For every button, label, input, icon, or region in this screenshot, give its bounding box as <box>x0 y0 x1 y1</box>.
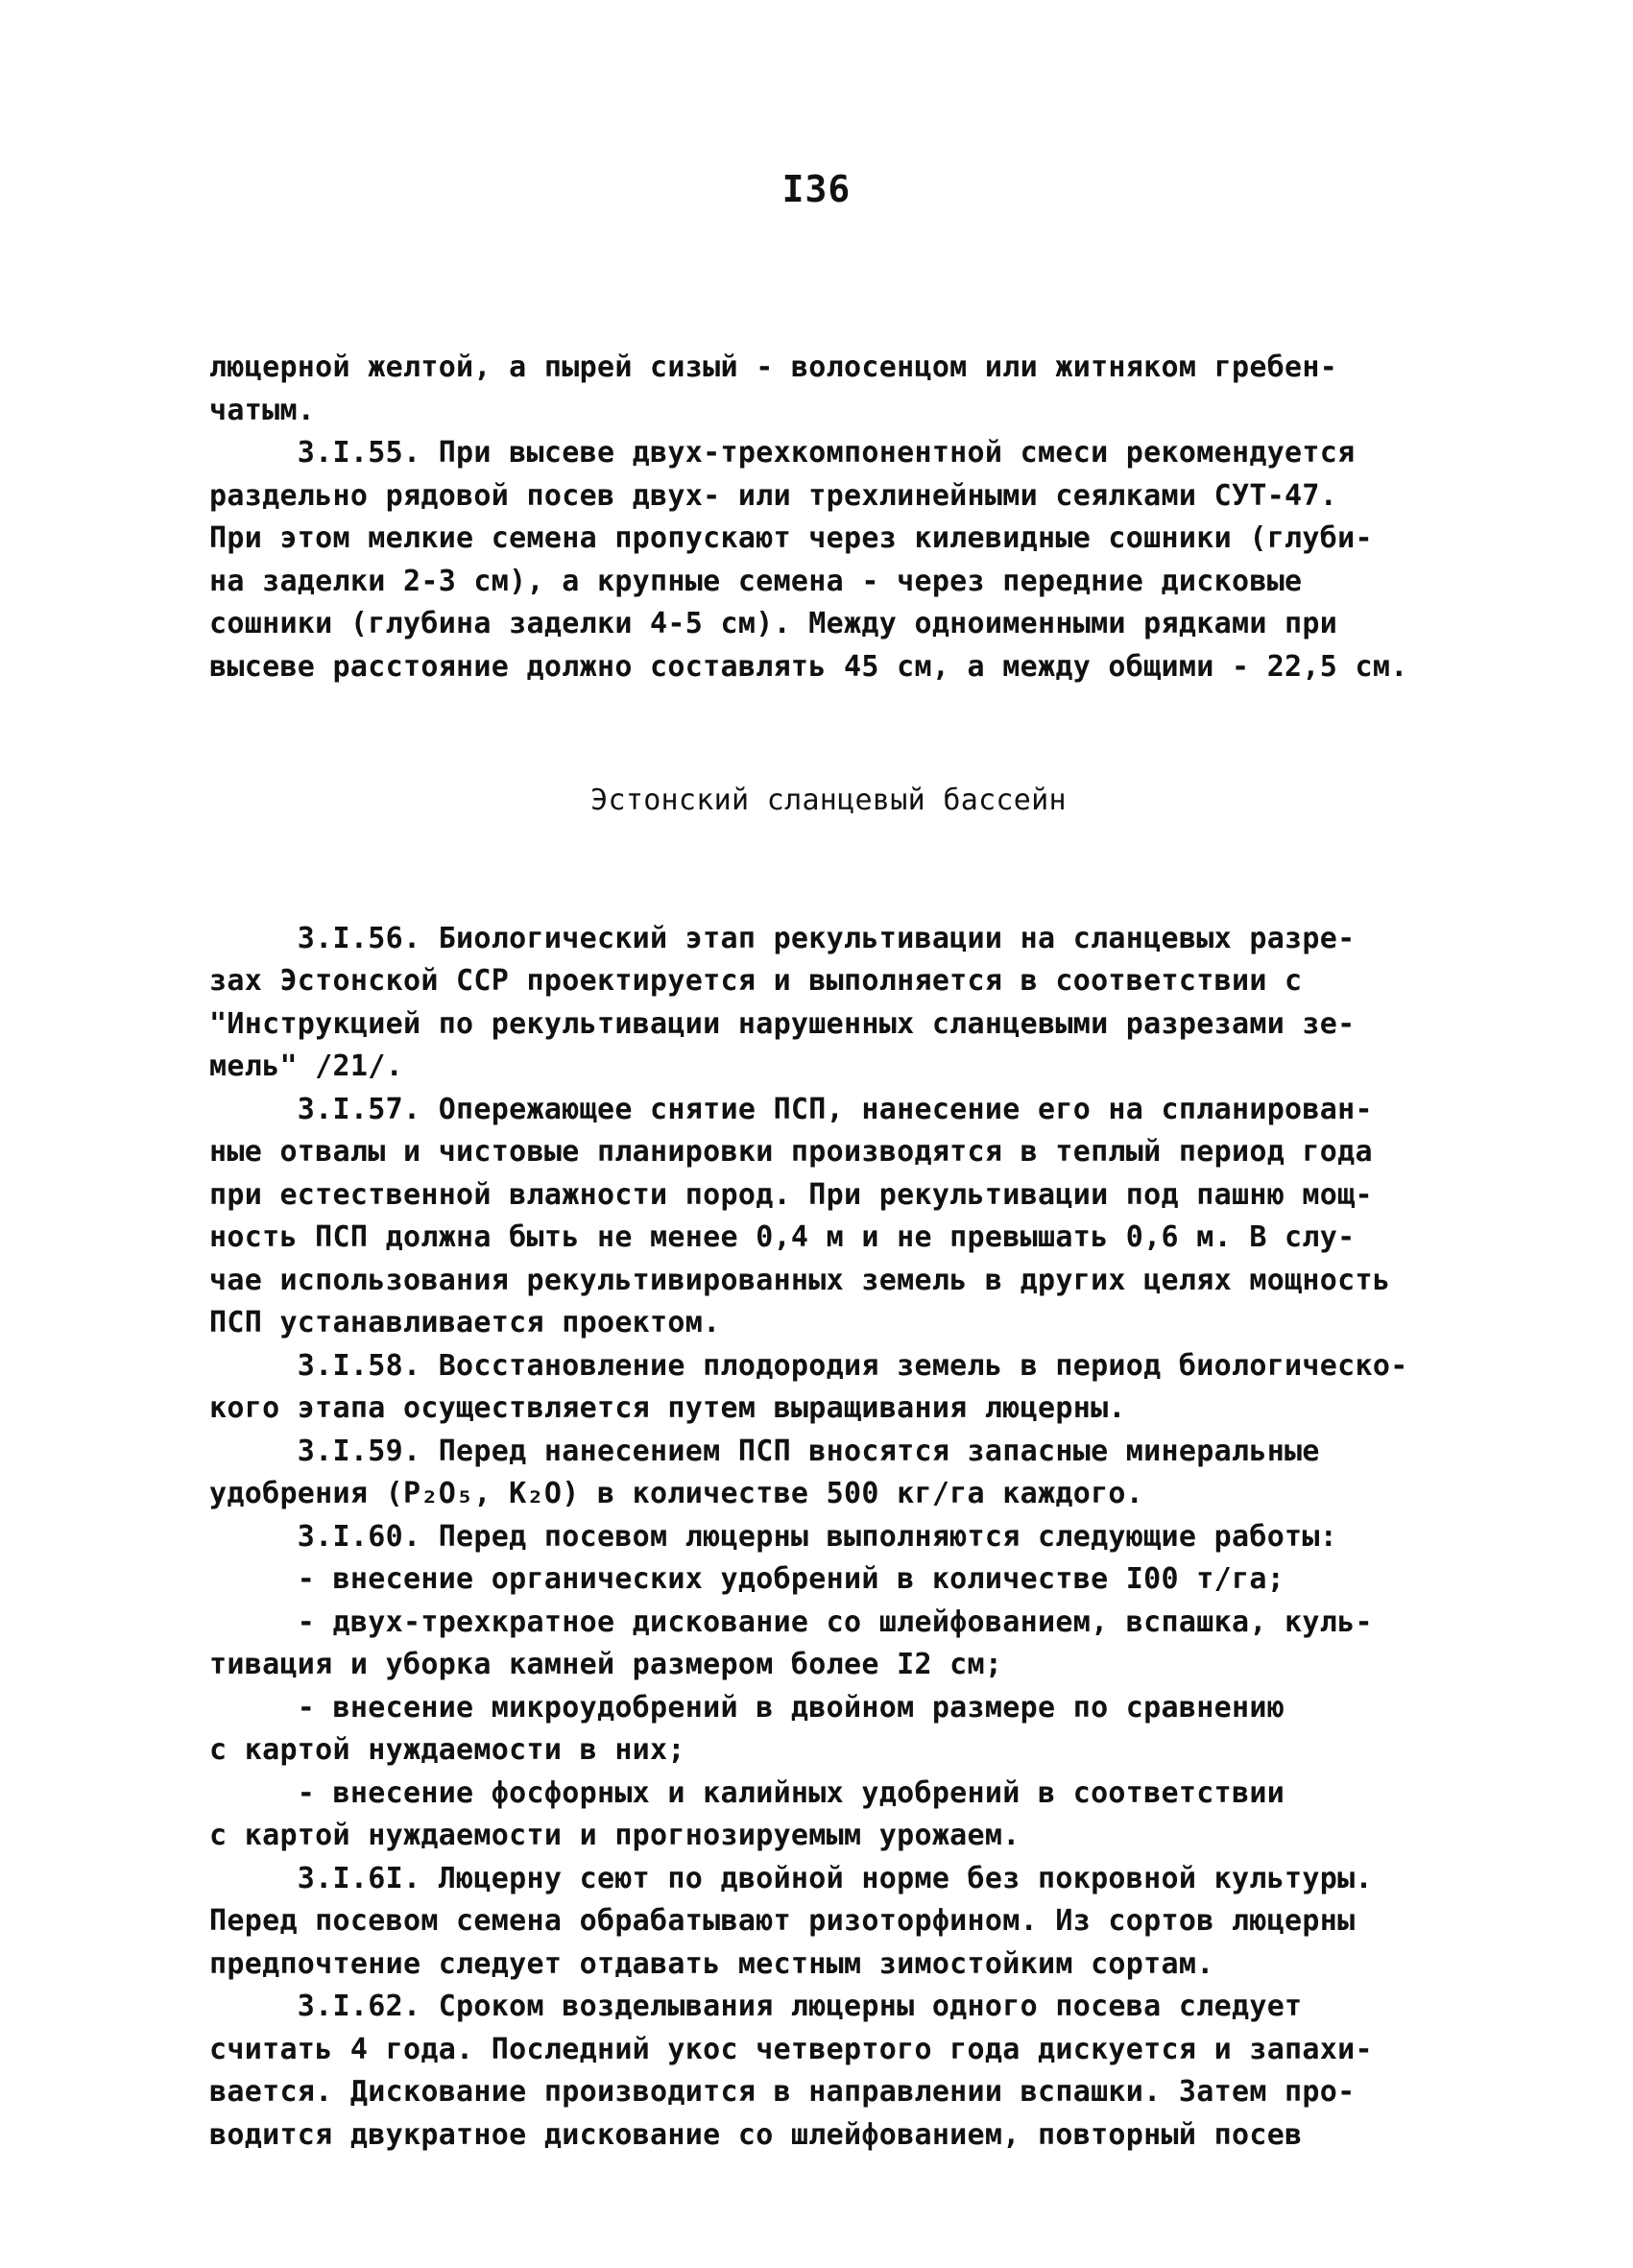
text-line: 3.I.58. Восстановление плодородия земель в период биологическо- <box>209 1348 1408 1383</box>
text-line: удобрения (P₂O₅, K₂O) в количестве 500 кг/га каждого. <box>209 1477 1144 1510</box>
text-line: 3.I.56. Биологический этап рекультивации на сланцевых разре- <box>209 921 1356 955</box>
text-line: 3.I.62. Сроком возделывания люцерны одного посева следует <box>209 1990 1303 2023</box>
text-line: чае использования рекультивированных земель в других целях мощность <box>209 1263 1391 1297</box>
text-line: - внесение органических удобрений в количестве I00 т/га; <box>209 1562 1285 1596</box>
text-line: ность ПСП должна быть не менее 0,4 м и не превышать 0,6 м. В слу- <box>209 1220 1356 1254</box>
text-block-estonian-basin <box>209 918 1448 2158</box>
text-line: чатым. <box>209 393 316 427</box>
text-line: ные отвалы и чистовые планировки производятся в теплый период года <box>209 1135 1373 1169</box>
text-line: с картой нуждаемости и прогнозируемым урожаем. <box>209 1819 1021 1852</box>
text-line: кого этапа осуществляется путем выращивания люцерны. <box>209 1391 1126 1425</box>
text-line: люцерной желтой, а пырей сизый - волосенцом или житняком гребен- <box>209 350 1338 384</box>
text-line: мель" /21/. <box>209 1050 403 1083</box>
text-line: водится двукратное дискование со шлейфованием, повторный посев <box>209 2117 1303 2152</box>
text-line: 3.I.55. При высеве двух-трехкомпонентной смеси рекомендуется <box>209 436 1356 470</box>
text-line: сошники (глубина заделки 4-5 см). Между одноименными рядками при <box>209 607 1338 640</box>
text-line: "Инструкцией по рекультивации нарушенных сланцевыми разрезами зе- <box>209 1006 1356 1041</box>
text-line: считать 4 года. Последний укос четвертого года дискуется и запахи- <box>209 2032 1373 2066</box>
text-line: зах Эстонской ССР проектируется и выполняется в соответствии с <box>209 964 1303 998</box>
document-body <box>209 261 1448 2242</box>
page-number: I36 <box>781 168 852 210</box>
text-line: вается. Дискование производится в направлении вспашки. Затем про- <box>209 2075 1356 2109</box>
text-line: 3.I.60. Перед посевом люцерны выполняются следующие работы: <box>209 1519 1338 1554</box>
text-line: предпочтение следует отдавать местным зимостойким сортам. <box>209 1946 1214 1981</box>
text-line: с картой нуждаемости в них; <box>209 1733 685 1767</box>
text-line: при естественной влажности пород. При рекультивации под пашню мощ- <box>209 1177 1373 1212</box>
text-line: ПСП устанавливается проектом. <box>209 1306 721 1339</box>
text-line: раздельно рядовой посев двух- или трехлинейными сеялками СУТ-47. <box>209 478 1338 513</box>
text-line: При этом мелкие семена пропускают через килевидные сошники (глуби- <box>209 521 1373 555</box>
text-line: Перед посевом семена обрабатывают ризоторфином. Из сортов люцерны <box>209 1904 1356 1938</box>
text-line: 3.I.6I. Люцерну сеют по двойной норме без покровной культуры. <box>209 1861 1373 1895</box>
section-heading: Эстонский сланцевый бассейн <box>590 784 1067 817</box>
text-line: на заделки 2-3 см), а крупные семена - через передние дисковые <box>209 564 1303 598</box>
text-line: - двух-трехкратное дискование со шлейфованием, вспашка, куль- <box>209 1604 1373 1639</box>
text-line: - внесение микроудобрений в двойном размере по сравнению <box>209 1690 1285 1725</box>
text-line: 3.I.57. Опережающее снятие ПСП, нанесение его на спланирован- <box>209 1092 1373 1126</box>
text-line: высеве расстояние должно составлять 45 см, а между общими - 22,5 см. <box>209 649 1408 684</box>
text-line: 3.I.59. Перед нанесением ПСП вносятся запасные минеральные <box>209 1434 1320 1468</box>
text-line: тивация и уборка камней размером более I2 см; <box>209 1648 1003 1681</box>
text-line: - внесение фосфорных и калийных удобрений в соответствии <box>209 1775 1285 1810</box>
text-block-mowing <box>209 347 1448 688</box>
